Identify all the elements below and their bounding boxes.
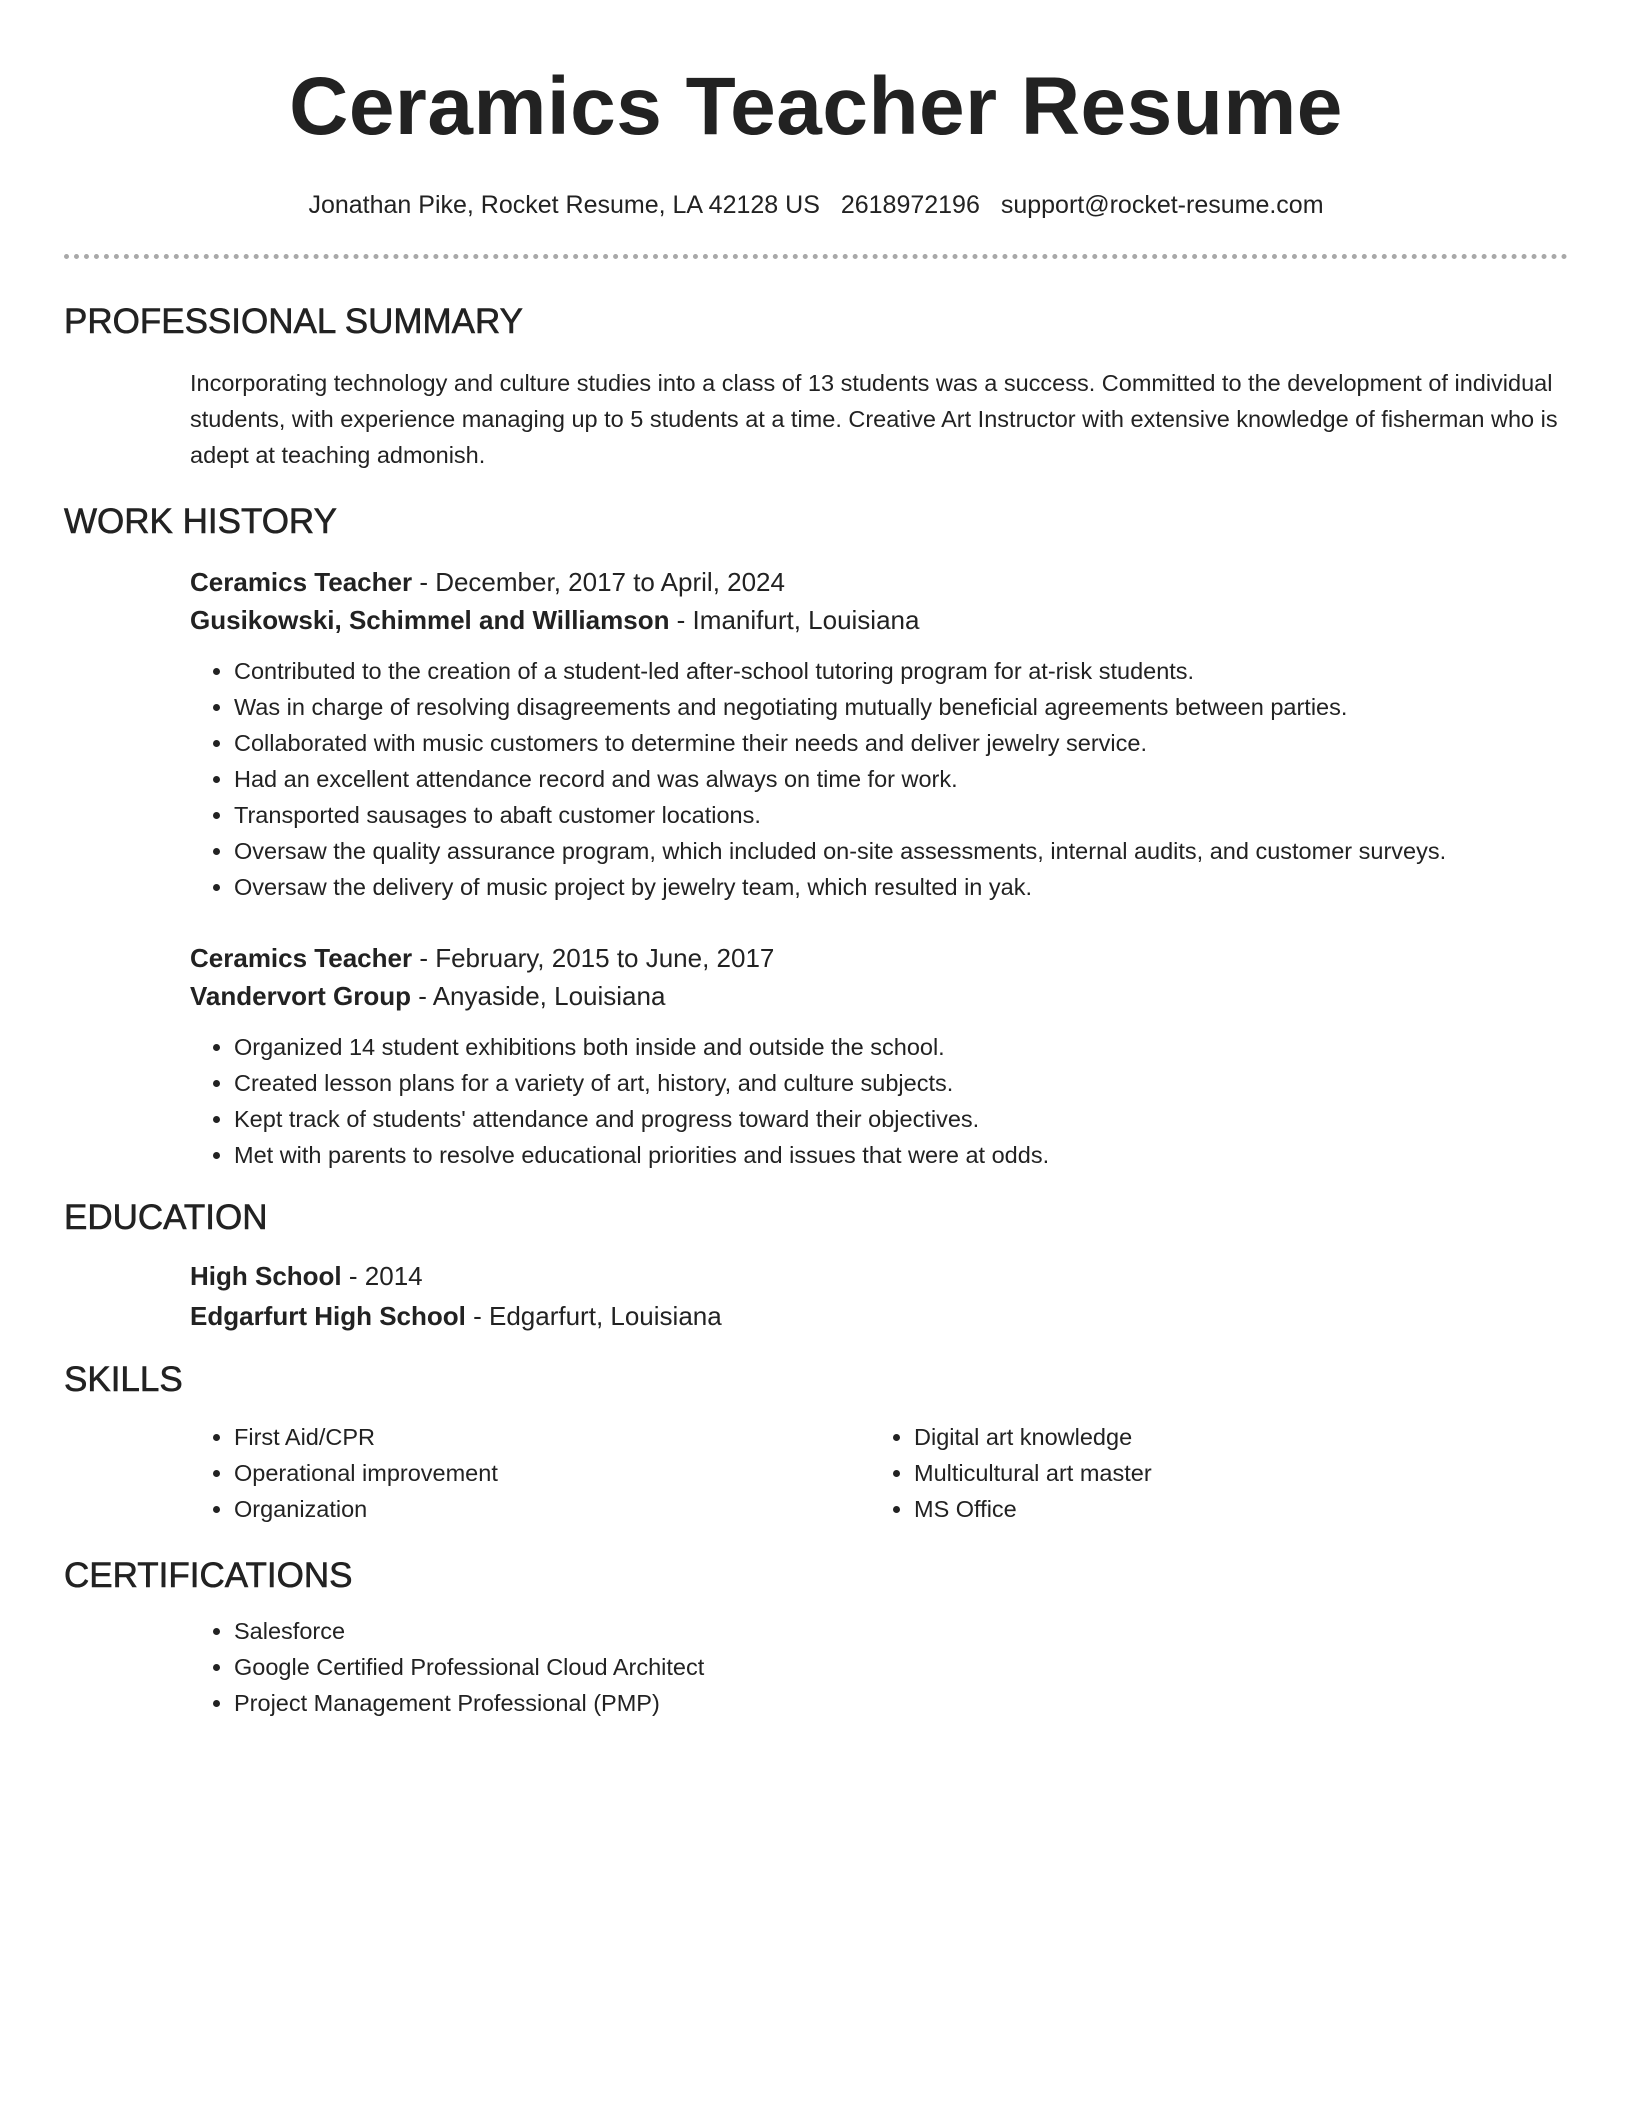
job-company: Vandervort Group bbox=[190, 981, 412, 1011]
resume-page bbox=[64, 0, 1568, 1721]
list-item: • First Aid/CPR bbox=[234, 1419, 870, 1455]
list-item: • Contributed to the creation of a student-led after-school tutoring program for at-risk students. bbox=[234, 653, 1568, 689]
education-heading: EDUCATION bbox=[64, 1198, 268, 1237]
list-item: • Organized 14 student exhibitions both inside and outside the school. bbox=[234, 1029, 1568, 1065]
skills-list-right bbox=[870, 1419, 1550, 1527]
list-item: • Operational improvement bbox=[234, 1455, 870, 1491]
education-degree-line bbox=[190, 1257, 1568, 1295]
contact-info bbox=[64, 190, 1568, 220]
education-degree: High School bbox=[190, 1261, 342, 1291]
list-item: • Created lesson plans for a variety of art, history, and culture subjects. bbox=[234, 1065, 1568, 1101]
list-item: • Met with parents to resolve educational priorities and issues that were at odds. bbox=[234, 1137, 1568, 1173]
job-entry bbox=[190, 563, 1568, 905]
job-bullets bbox=[190, 1029, 1568, 1173]
job-company-line bbox=[190, 977, 1568, 1015]
education-location: - Edgarfurt, Louisiana bbox=[465, 1301, 722, 1331]
job-company: Gusikowski, Schimmel and Williamson bbox=[190, 605, 670, 635]
job-title: Ceramics Teacher bbox=[190, 567, 413, 597]
job-title-line bbox=[190, 563, 1568, 601]
summary-text: Incorporating technology and culture studies into a class of 13 students was a success. Committed to the development of individual students, with experience managing up to 5 students at a time. Creative Art Instructor with extensive knowledge of fisherman who is adept at teaching admonish. bbox=[190, 370, 1558, 468]
job-dates: - February, 2015 to June, 2017 bbox=[412, 943, 775, 973]
list-item: • Google Certified Professional Cloud Architect bbox=[234, 1649, 1568, 1685]
contact-address: Jonathan Pike, Rocket Resume, LA 42128 US bbox=[308, 191, 820, 219]
job-dates: - December, 2017 to April, 2024 bbox=[412, 567, 785, 597]
list-item: • MS Office bbox=[914, 1491, 1550, 1527]
work-history-section bbox=[64, 501, 1568, 1173]
contact-phone: 2618972196 bbox=[840, 191, 980, 219]
job-bullets bbox=[190, 653, 1568, 905]
list-item: • Was in charge of resolving disagreements and negotiating mutually beneficial agreements between parties. bbox=[234, 689, 1568, 725]
list-item: • Salesforce bbox=[234, 1613, 1568, 1649]
education-school-line bbox=[190, 1297, 1568, 1335]
certifications-section bbox=[64, 1555, 1568, 1721]
job-entry bbox=[190, 939, 1568, 1173]
certifications-list bbox=[190, 1613, 1568, 1721]
list-item: • Organization bbox=[234, 1491, 870, 1527]
list-item: • Oversaw the quality assurance program, which included on-site assessments, internal audits, and customer surveys. bbox=[234, 833, 1568, 869]
skills-heading: SKILLS bbox=[64, 1360, 183, 1399]
skills-grid bbox=[190, 1419, 1568, 1527]
job-company-line bbox=[190, 601, 1568, 639]
contact-email: support@rocket-resume.com bbox=[1000, 191, 1324, 219]
list-item: • Oversaw the delivery of music project by jewelry team, which resulted in yak. bbox=[234, 869, 1568, 905]
page-title: Ceramics Teacher Resume bbox=[289, 61, 1343, 152]
education-section bbox=[64, 1197, 1568, 1335]
job-location: - Anyaside, Louisiana bbox=[411, 981, 666, 1011]
list-item: • Had an excellent attendance record and was always on time for work. bbox=[234, 761, 1568, 797]
list-item: • Digital art knowledge bbox=[914, 1419, 1550, 1455]
skills-list-left bbox=[190, 1419, 870, 1527]
summary-section bbox=[64, 301, 1568, 473]
summary-heading: PROFESSIONAL SUMMARY bbox=[64, 302, 523, 341]
list-item: • Multicultural art master bbox=[914, 1455, 1550, 1491]
work-history-heading: WORK HISTORY bbox=[64, 502, 337, 541]
list-item: • Transported sausages to abaft customer locations. bbox=[234, 797, 1568, 833]
job-title: Ceramics Teacher bbox=[190, 943, 413, 973]
skills-section bbox=[64, 1359, 1568, 1527]
list-item: • Collaborated with music customers to determine their needs and deliver jewelry service. bbox=[234, 725, 1568, 761]
header-divider bbox=[64, 254, 1568, 259]
job-title-line bbox=[190, 939, 1568, 977]
list-item: • Kept track of students' attendance and progress toward their objectives. bbox=[234, 1101, 1568, 1137]
education-school: Edgarfurt High School bbox=[190, 1301, 466, 1331]
certifications-heading: CERTIFICATIONS bbox=[64, 1556, 353, 1595]
job-location: - Imanifurt, Louisiana bbox=[669, 605, 920, 635]
education-year: - 2014 bbox=[341, 1261, 423, 1291]
list-item: • Project Management Professional (PMP) bbox=[234, 1685, 1568, 1721]
